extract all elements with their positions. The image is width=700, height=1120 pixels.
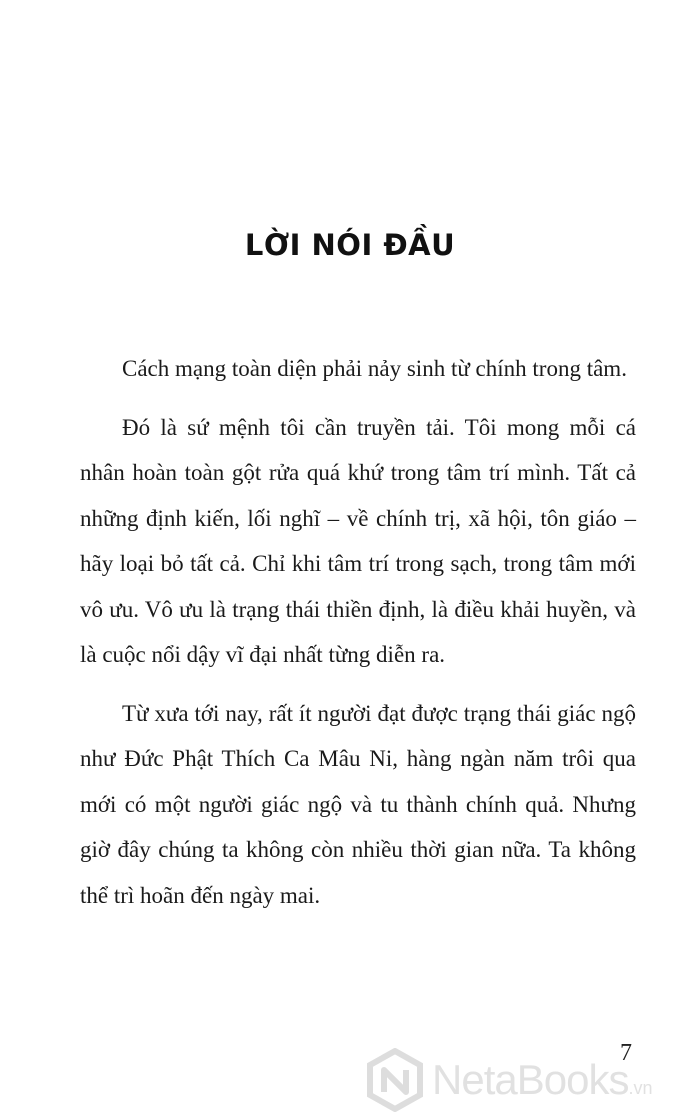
page-number: 7	[620, 1040, 632, 1066]
watermark-brand: NetaBooks.vn	[432, 1056, 653, 1103]
page-body	[80, 346, 636, 931]
paragraph-2: Đó là sứ mệnh tôi cần truyền tải. Tôi mong mỗi cá nhân hoàn toàn gột rửa quá khứ trong tâm trí mình. Tất cả những định kiến, lối nghĩ – về chính trị, xã hội, tôn giáo – hãy loại bỏ tất cả. Chỉ khi tâm trí trong sạch, trong tâm mới vô ưu. Vô ưu là trạng thái thiền định, là điều khải huyền, và là cuộc nổi dậy vĩ đại nhất từng diễn ra.	[80, 414, 636, 667]
netabooks-logo-icon	[366, 1048, 424, 1112]
paragraph-3: Từ xưa tới nay, rất ít người đạt được trạng thái giác ngộ như Đức Phật Thích Ca Mâu Ni, hàng ngàn năm trôi qua mới có một người giác ngộ và tu thành chính quả. Nhưng giờ đây chúng ta không còn nhiều thời gian nữa. Ta không thể trì hoãn đến ngày mai.	[80, 700, 636, 908]
chapter-heading: LỜI NÓI ĐẦU	[244, 228, 456, 262]
paragraph-1: Cách mạng toàn diện phải nảy sinh từ chính trong tâm.	[122, 356, 627, 381]
netabooks-watermark	[366, 1040, 700, 1120]
